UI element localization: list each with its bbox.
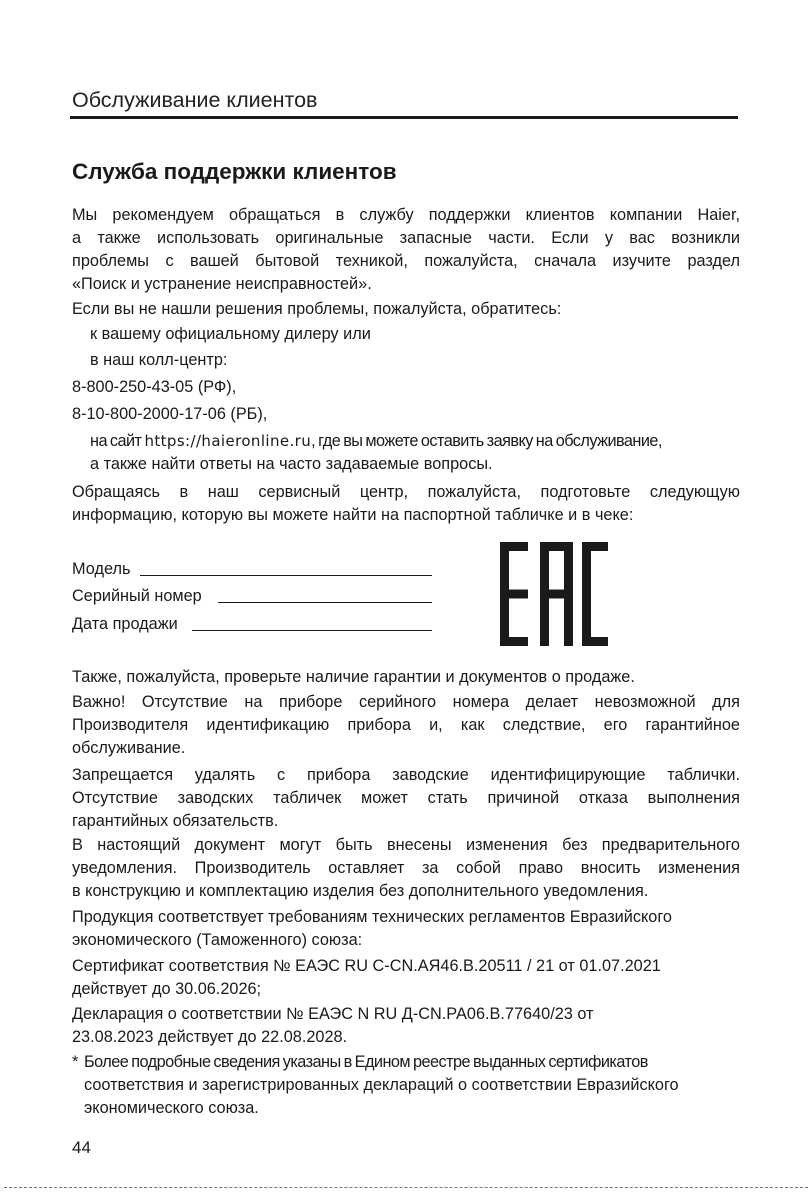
callcenter-line: в наш колл-центр: — [90, 351, 228, 369]
warranty-check: Также, пожалуйста, проверьте наличие гарантии и документов о продаже. — [72, 668, 635, 686]
site-line — [90, 430, 662, 453]
important-line: Важно! Отсутствие на приборе серийного номера делает невозможной для — [72, 693, 740, 711]
changes-line: уведомления. Производитель оставляет за собой право вносить изменения — [72, 859, 740, 877]
header-rule — [70, 116, 738, 119]
changes-line: В настоящий документ могут быть внесены изменения без предварительного — [72, 836, 740, 854]
eac-logo — [500, 542, 608, 646]
intro-line: Мы рекомендуем обращаться в службу поддержки клиентов компании Haier, — [72, 206, 740, 224]
service-info-line: Обращаясь в наш сервисный центр, пожалуйста, подготовьте следующую — [72, 483, 740, 501]
phone-ru: 8-800-250-43-05 (РФ), — [72, 378, 237, 396]
prohibited-line: гарантийных обязательств. — [72, 812, 279, 830]
page-number: 44 — [72, 1138, 91, 1157]
certificate-line: действует до 30.06.2026; — [72, 980, 262, 998]
footnote-line: соответствия и зарегистрированных деклараций о соответствии Евразийского — [84, 1076, 679, 1094]
footnote-line: Более подробные сведения указаны в Едином реестре выданных сертификатов — [84, 1053, 648, 1071]
serial-field-label: Серийный номер — [72, 587, 202, 605]
important-line: Производителя идентификацию прибора и, как следствие, его гарантийное — [72, 716, 740, 734]
site-prefix: на сайт — [90, 432, 142, 450]
contact-intro: Если вы не нашли решения проблемы, пожалуйста, обратитесь: — [72, 300, 562, 318]
changes-line: в конструкцию и комплектацию изделия без дополнительного уведомления. — [72, 882, 649, 900]
compliance-line: экономического (Таможенного) союза: — [72, 931, 363, 949]
intro-line: проблемы с вашей бытовой техникой, пожалуйста, сначала изучите раздел — [72, 252, 740, 270]
service-info-line: информацию, которую вы можете найти на паспортной табличке и в чеке: — [72, 506, 634, 524]
intro-line: «Поиск и устранение неисправностей». — [72, 275, 372, 293]
dealer-line: к вашему официальному дилеру или — [90, 325, 371, 343]
site-link[interactable]: https://haieronline.ru — [144, 432, 312, 450]
site-line-2: а также найти ответы на часто задаваемые вопросы. — [90, 455, 493, 473]
declaration-line: 23.08.2023 действует до 22.08.2028. — [72, 1028, 348, 1046]
footnote-marker: * — [72, 1053, 79, 1071]
certificate-line: Сертификат соответствия № ЕАЭС RU C-CN.АЯ46.В.20511 / 21 от 01.07.2021 — [72, 957, 661, 975]
footnote-line: экономического союза. — [84, 1099, 259, 1117]
compliance-line: Продукция соответствует требованиям технических регламентов Евразийского — [72, 908, 672, 926]
declaration-line: Декларация о соответствии № ЕАЭС N RU Д-CN.РА06.В.77640/23 от — [72, 1005, 594, 1023]
model-field-label: Модель — [72, 560, 131, 578]
intro-line: а также использовать оригинальные запасные части. Если у вас возникли — [72, 229, 740, 247]
page-cut-line — [4, 1187, 808, 1188]
date-field-label: Дата продажи — [72, 615, 178, 633]
serial-field-line — [218, 602, 432, 603]
section-header: Обслуживание клиентов — [72, 88, 318, 112]
prohibited-line: Отсутствие заводских табличек может стать причиной отказа выполнения — [72, 789, 740, 807]
important-line: обслуживание. — [72, 739, 186, 757]
site-suffix: , где вы можете оставить заявку на обслуживание, — [311, 432, 662, 450]
phone-by: 8-10-800-2000-17-06 (РБ), — [72, 405, 268, 423]
date-field-line — [192, 630, 432, 631]
model-field-line — [140, 575, 432, 576]
page-title: Служба поддержки клиентов — [72, 159, 397, 184]
prohibited-line: Запрещается удалять с прибора заводские идентифицирующие таблички. — [72, 766, 740, 784]
